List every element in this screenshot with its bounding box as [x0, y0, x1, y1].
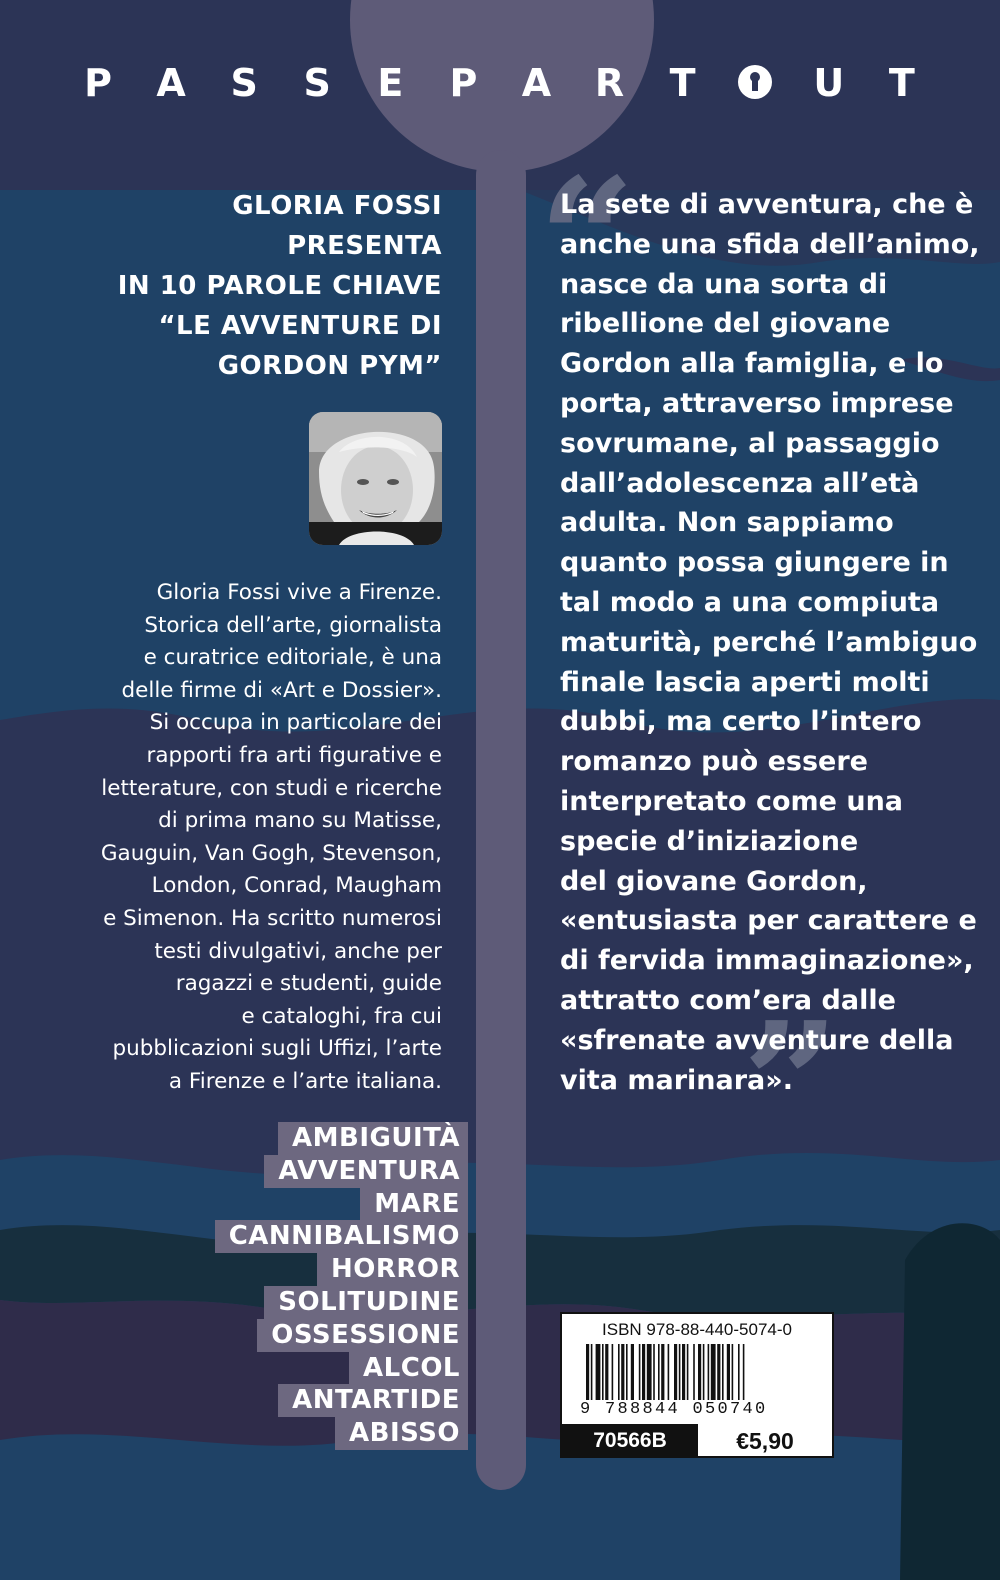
barcode-digits: 9 788844 050740 — [580, 1400, 768, 1419]
bio-line: Gloria Fossi vive a Firenze. — [156, 580, 442, 605]
bio-line: Gauguin, Van Gogh, Stevenson, — [100, 840, 442, 866]
barcode-stripe — [661, 1344, 664, 1400]
quote-line: quanto possa giungere in — [560, 547, 949, 579]
barcode-stripe — [674, 1344, 677, 1400]
bio-line: letterature, con studi e ricerche — [101, 775, 442, 801]
bio-line: Si occupa in particolare dei — [149, 710, 442, 736]
barcode-stripe — [727, 1344, 730, 1400]
keyword: HORROR — [317, 1253, 468, 1286]
brand-letter: E — [377, 61, 404, 105]
barcode-stripe — [722, 1344, 724, 1400]
brand-letter: A — [521, 61, 552, 105]
presenter-heading — [60, 186, 442, 386]
bio-line: testi divulgativi, anche per — [154, 938, 442, 964]
quote-line: adulta. Non sappiamo — [560, 507, 894, 539]
barcode-stripe — [639, 1344, 641, 1400]
brand-letter: R — [594, 61, 625, 105]
isbn-text: ISBN 978-88-440-5074-0 — [602, 1320, 792, 1339]
barcode-stripe — [612, 1344, 614, 1400]
brand-letter: P — [449, 61, 478, 105]
bio-line: rapporti fra arti figurative e — [146, 742, 442, 768]
author-bio — [40, 577, 442, 1099]
barcode-stripe — [687, 1344, 689, 1400]
quote-line: vita marinara». — [560, 1064, 793, 1096]
bio-line: pubblicazioni sugli Uffizi, l’arte — [112, 1036, 442, 1062]
barcode-stripe — [682, 1344, 685, 1400]
barcode-stripe — [586, 1344, 589, 1400]
keyword: CANNIBALISMO — [215, 1220, 468, 1253]
heading-line: “LE AVVENTURE DI — [158, 311, 442, 341]
quote-text — [560, 185, 980, 1100]
quote-line: «sfrenate avventure della — [560, 1024, 954, 1056]
brand-letter: A — [156, 61, 186, 105]
brand-letter: U — [813, 61, 845, 105]
keyword-list — [168, 1122, 468, 1450]
bio-line: Storica dell’arte, giornalista — [144, 612, 442, 638]
barcode-stripe — [602, 1344, 604, 1400]
barcode-stripe — [703, 1344, 705, 1400]
barcode-stripe — [698, 1344, 701, 1400]
close-quote-mark: ” — [742, 985, 840, 1185]
quote-line: ribellione del giovane — [560, 308, 891, 340]
quote-line: finale lascia aperti molti — [560, 666, 930, 698]
quote-line: anche una sfida dell’animo, — [560, 228, 980, 260]
barcode-stripe — [631, 1344, 634, 1400]
brand-letter: S — [230, 61, 258, 105]
bio-line: delle firme di «Art e Dossier». — [121, 677, 442, 703]
barcode-stripe — [642, 1344, 645, 1400]
keyword: SOLITUDINE — [264, 1286, 468, 1319]
keyword: ABISSO — [335, 1417, 468, 1450]
barcode-stripe — [647, 1344, 652, 1400]
bio-line: London, Conrad, Maugham — [151, 873, 442, 899]
brand-logo — [0, 58, 1000, 108]
barcode-stripe — [738, 1344, 740, 1400]
barcode-stripe — [708, 1344, 710, 1400]
barcode-stripe — [591, 1344, 593, 1400]
bio-line: e curatrice editoriale, è una — [143, 645, 442, 671]
quote-line: dubbi, ma certo l’intero — [560, 706, 922, 738]
heading-line: PRESENTA — [287, 231, 442, 261]
quote-line: dall’adolescenza all’età — [560, 467, 920, 499]
barcode-stripe — [711, 1344, 716, 1400]
quote-line: tal modo a una compiuta — [560, 586, 940, 618]
bio-line: ragazzi e studenti, guide — [175, 971, 442, 997]
quote-line: specie d’iniziazione — [560, 825, 859, 857]
brand-letter: T — [669, 61, 696, 105]
bio-line: a Firenze e l’arte italiana. — [168, 1068, 442, 1094]
heading-line: GLORIA FOSSI — [232, 191, 442, 221]
barcode-stripe — [653, 1344, 655, 1400]
barcode-label — [560, 1312, 834, 1458]
barcode-stripe — [693, 1344, 695, 1400]
quote-line: nasce da una sorta di — [560, 268, 888, 300]
heading-line: GORDON PYM” — [217, 351, 442, 381]
quote-line: attratto com’era dalle — [560, 984, 896, 1016]
barcode-stripe — [679, 1344, 681, 1400]
spoon-handle — [476, 150, 526, 1490]
keyhole-icon — [736, 63, 776, 103]
product-code: 70566B — [562, 1424, 698, 1458]
heading-line: IN 10 PAROLE CHIAVE — [117, 271, 442, 301]
keyword: ANTARTIDE — [278, 1384, 468, 1417]
barcode-stripe — [626, 1344, 628, 1400]
wave-curl — [900, 1223, 1000, 1580]
barcode-stripe — [743, 1344, 745, 1400]
keyword: AVVENTURA — [264, 1155, 468, 1188]
brand-letter: P — [84, 61, 112, 105]
barcode-stripe — [717, 1344, 720, 1400]
quote-line: di fervida immaginazione», — [560, 945, 974, 977]
keyword: OSSESSIONE — [257, 1319, 468, 1352]
price-label: €5,90 — [736, 1428, 794, 1454]
bio-line: e Simenon. Ha scritto numerosi — [103, 905, 442, 931]
keyword: ALCOL — [349, 1352, 468, 1385]
quote-line: maturità, perché l’ambiguo — [560, 626, 978, 658]
quote-line: interpretato come una — [560, 785, 904, 817]
quote-line: sovrumane, al passaggio — [560, 427, 940, 459]
barcode-stripe — [596, 1344, 601, 1400]
bio-line: e cataloghi, fra cui — [241, 1003, 442, 1029]
barcode-stripe — [618, 1344, 620, 1400]
author-photo — [309, 412, 442, 545]
brand-letter: T — [888, 61, 915, 105]
quote-line: La sete di avventura, che è — [560, 189, 974, 220]
open-quote-mark: “ — [538, 141, 636, 341]
keyword: AMBIGUITÀ — [278, 1122, 468, 1155]
barcode-bars — [586, 1344, 808, 1400]
barcode-stripe — [668, 1344, 670, 1400]
quote-line: porta, attraverso imprese — [560, 387, 954, 419]
quote-line: «entusiasta per carattere e — [560, 905, 977, 937]
quote-line: Gordon alla famiglia, e lo — [560, 348, 944, 380]
bio-line: di prima mano su Matisse, — [158, 808, 442, 834]
barcode-stripe — [732, 1344, 734, 1400]
barcode-stripe — [605, 1344, 608, 1400]
barcode-stripe — [621, 1344, 624, 1400]
keyword: MARE — [360, 1188, 468, 1221]
quote-line: del giovane Gordon, — [560, 865, 868, 897]
barcode-stripe — [658, 1344, 660, 1400]
brand-letter: S — [303, 61, 331, 105]
quote-line: romanzo può essere — [560, 746, 868, 778]
